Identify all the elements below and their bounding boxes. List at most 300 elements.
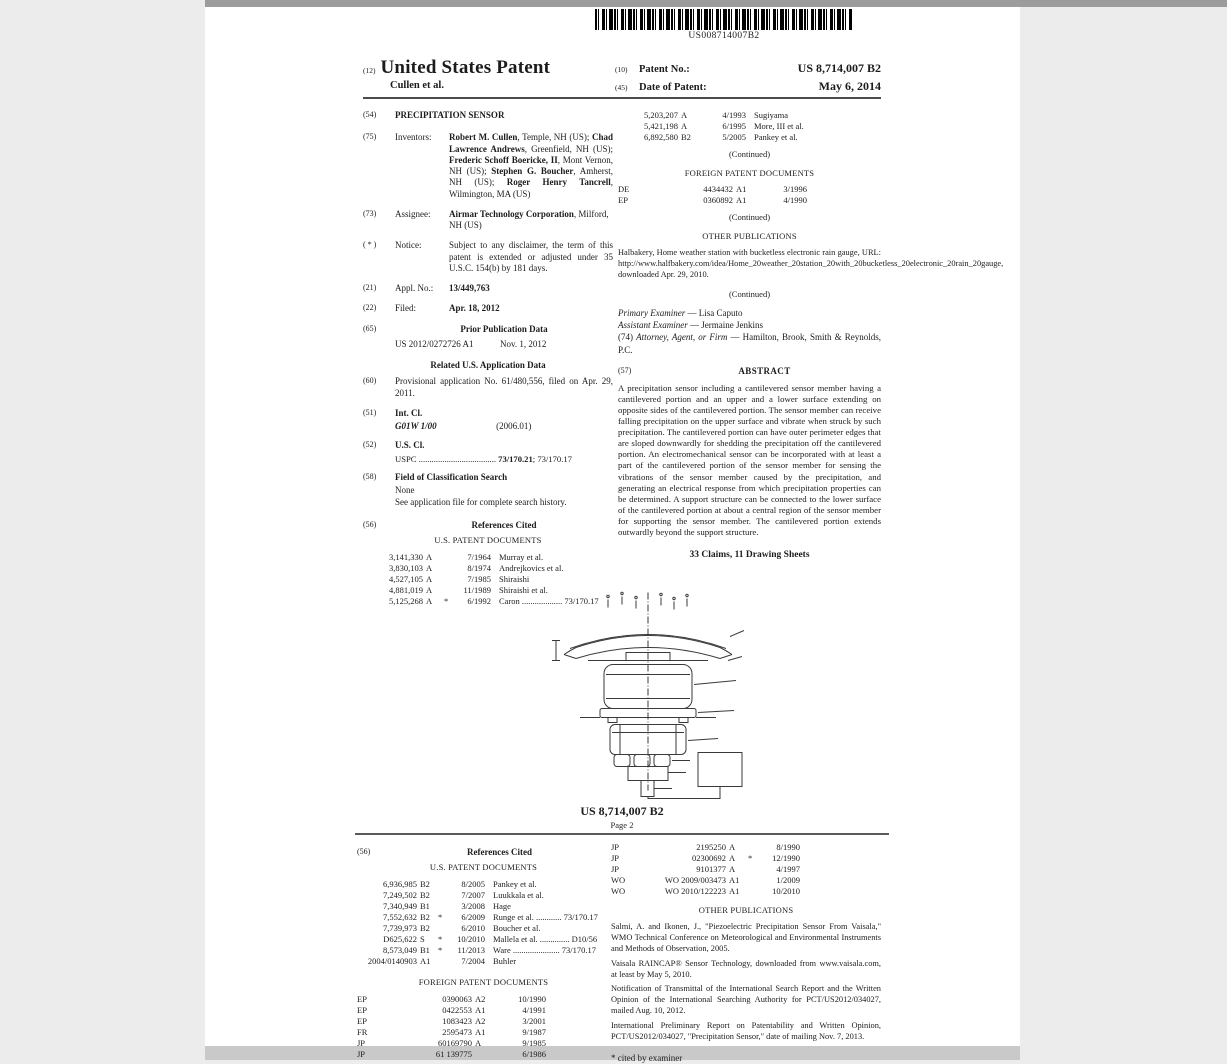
- ref-star: *: [444, 596, 449, 607]
- ref-name: Luukkala et al.: [493, 889, 544, 900]
- ref-kind: A: [426, 596, 433, 607]
- doc-kind: A1: [736, 195, 747, 206]
- page2-header-rule: [355, 833, 889, 835]
- ref-kind: B2: [681, 132, 691, 143]
- inventors-label: Inventors:: [395, 132, 432, 143]
- country-code: JP: [357, 1049, 366, 1060]
- ref-name: Murray et al.: [499, 551, 544, 562]
- ind-code-45: (45): [615, 83, 628, 92]
- prior-pub-date: Nov. 1, 2012: [500, 338, 547, 349]
- reference-row: [357, 923, 610, 934]
- ref-kind: A: [426, 585, 433, 595]
- country-code: EP: [357, 1015, 367, 1026]
- ref-number: 8,573,049: [383, 945, 417, 956]
- us-cl-tag: (52): [363, 440, 377, 450]
- ref-star: *: [438, 945, 443, 956]
- ref-date: 6/1992: [467, 596, 491, 607]
- other-pub-entry: Notification of Transmittal of the International Search Report and the Written Opinion of the International Searching Authority for PCT/US2012/034027, mailed Aug. 10, 2012.: [611, 984, 881, 1016]
- doc-number: 0390063: [442, 993, 472, 1004]
- ref-name: Runge et al. ............ 73/170.17: [493, 912, 598, 923]
- int-cl-field: [363, 408, 613, 419]
- doc-star: [748, 864, 755, 875]
- assignee-name: Airmar Technology Corporation: [449, 208, 574, 219]
- ref-star: [444, 552, 451, 563]
- viewer-top-band: [205, 0, 1227, 7]
- reference-row: [357, 934, 610, 945]
- references-heading: References Cited: [471, 519, 537, 530]
- patent-drawing: [530, 589, 770, 804]
- foreign-reference-row: [611, 864, 881, 875]
- ref-star: [699, 132, 706, 143]
- inventor-name: Chad Lawrence Andrews: [449, 132, 613, 154]
- ref-kind: B2: [420, 889, 430, 900]
- doc-date: 6/1986: [522, 1049, 546, 1060]
- doc-kind: A1: [736, 184, 747, 195]
- other-pub-entry: International Preliminary Report on Patentability and Written Opinion, PCT/US2012/034027, "Precipitation Sensor," date of mailing Nov. 7, 2013.: [611, 1021, 881, 1042]
- doc-kind: A: [729, 853, 736, 864]
- doc-number: 0360892: [703, 195, 733, 206]
- ref-date: 8/1974: [467, 562, 491, 573]
- patent-page: [205, 7, 1020, 1064]
- int-cl-year: (2006.01): [496, 421, 532, 431]
- reference-row: [618, 132, 881, 143]
- ref-date: 7/2004: [461, 956, 485, 967]
- header-left: [363, 57, 615, 97]
- us-cl-field: [363, 440, 613, 451]
- doc-star: *: [748, 853, 753, 864]
- appl-no-value: 13/449,763: [449, 283, 490, 293]
- prior-pub-line: [395, 339, 613, 350]
- foreign-reference-row: [611, 853, 881, 864]
- ref-number: 2004/0140903: [367, 956, 417, 967]
- inventors-field: [363, 132, 613, 200]
- related-text: Provisional application No. 61/480,556, filed on Apr. 29, 2011.: [395, 376, 613, 398]
- ref-date: 11/1989: [463, 585, 491, 595]
- field-search-field: [363, 472, 613, 483]
- ref-kind: A1: [420, 956, 431, 967]
- reference-row: [357, 901, 610, 912]
- uspc-label: USPC: [395, 453, 417, 464]
- ref-date: 4/1993: [722, 110, 746, 120]
- ref-date: 11/2013: [457, 945, 485, 956]
- country-code: DE: [618, 184, 630, 195]
- foreign-reference-row: [611, 875, 881, 886]
- ref-number: 3,141,330: [389, 551, 423, 562]
- primary-examiner-label: Primary Examiner: [618, 308, 686, 319]
- doc-kind: [475, 1049, 491, 1060]
- us-patent-docs-heading: U.S. PATENT DOCUMENTS: [434, 535, 542, 546]
- doc-number: 2595473: [442, 1027, 472, 1038]
- ref-number: 5,421,198: [644, 121, 678, 132]
- us-cl-label: U.S. Cl.: [395, 440, 425, 451]
- other-pub-entry: Salmi, A. and Ikonen, J., "Piezoelectric Precipitation Sensor From Vaisala," WMO Technical Conference on Meteorological and Environmental Instruments and Methods of Observation, 2005.: [611, 921, 881, 953]
- reference-row: [363, 574, 613, 585]
- reference-row: [357, 879, 610, 890]
- ref-date: 6/1995: [722, 121, 746, 132]
- ref-number: 4,881,019: [389, 585, 423, 595]
- ref-date: 7/1985: [467, 573, 491, 584]
- doc-number: 61 139775: [435, 1049, 472, 1060]
- ref-name: Mallela et al. .............. D10/56: [493, 934, 598, 945]
- page1-left-column: [363, 110, 613, 607]
- cited-by-examiner-note: * cited by examiner: [611, 1053, 683, 1064]
- country-code: JP: [611, 842, 620, 852]
- ref-name: Boucher et al.: [493, 923, 541, 934]
- p2-references-heading: References Cited: [466, 847, 533, 857]
- primary-examiner-name: — Lisa Caputo: [685, 308, 743, 319]
- foreign-reference-row: [618, 184, 881, 195]
- doc-star: [494, 1027, 501, 1038]
- country-code: JP: [611, 864, 620, 875]
- ref-date: 6/2010: [461, 923, 485, 934]
- ref-star: [444, 585, 451, 596]
- ref-number: 6,892,580: [644, 132, 678, 143]
- uspc-leader-dots: ....................................: [418, 453, 496, 464]
- attorney-line: [618, 331, 881, 355]
- country-code: EP: [618, 195, 628, 206]
- p2-us-docs-heading: U.S. PATENT DOCUMENTS: [429, 862, 538, 873]
- ref-kind: B2: [420, 923, 430, 934]
- assignee-label: Assignee:: [395, 208, 431, 219]
- doc-date: 9/1985: [522, 1038, 546, 1049]
- doc-number: WO 2009/003473: [664, 875, 726, 886]
- notice-field: [363, 240, 613, 274]
- ref-number: 7,552,632: [383, 912, 417, 923]
- doc-star: [755, 195, 762, 206]
- barcode-image: [595, 9, 853, 30]
- ref-number: 5,125,268: [389, 596, 423, 607]
- reference-row: [618, 110, 881, 121]
- ref-star: [438, 890, 445, 901]
- ref-number: D625,622: [383, 934, 417, 945]
- ref-number: 5,203,207: [644, 110, 678, 120]
- doc-date: 1/2009: [776, 875, 800, 886]
- doc-date: 4/1997: [776, 864, 800, 875]
- foreign-reference-row: [357, 1016, 610, 1027]
- p2-references-cited-field: [357, 847, 610, 858]
- foreign-reference-row: [611, 842, 881, 853]
- foreign-refs-list-p1: [618, 184, 881, 206]
- doc-number: 9101377: [696, 864, 726, 875]
- doc-kind: A2: [475, 993, 486, 1004]
- inventor-location: , Wilmington, MA (US): [449, 177, 613, 199]
- ref-kind: A: [681, 110, 688, 120]
- continued-note-3: (Continued): [728, 288, 771, 299]
- ref-name: Andrejkovics et al.: [499, 562, 564, 573]
- ref-name: More, III et al.: [754, 121, 804, 132]
- reference-row: [357, 890, 610, 901]
- doc-star: [748, 842, 755, 853]
- assignee-location: , Milford, NH (US): [449, 208, 609, 230]
- inventor-location: , Temple, NH (US);: [517, 132, 592, 143]
- doc-number: 02300692: [692, 853, 726, 864]
- ref-date: 6/2009: [461, 912, 485, 923]
- barcode-number: US008714007B2: [688, 31, 760, 41]
- doc-number: 2195250: [696, 842, 726, 852]
- assistant-examiner-line: [618, 319, 881, 331]
- p2-foreign-refs-right: [611, 842, 881, 897]
- other-pub-entry: Halbakery, Home weather station with bucketless electronic rain gauge, URL: http://www.halfbakery.com/idea/Home_20weather_20station_20with_20bucketless_20electronic_20rain_20gauge, downloaded Apr. 29, 2010.: [618, 247, 1004, 279]
- assignee-value: [449, 209, 613, 232]
- filed-date-value: Apr. 18, 2012: [449, 303, 500, 314]
- ref-star: [438, 956, 445, 967]
- page2-patent-number: US 8,714,007 B2: [580, 804, 664, 818]
- ref-name: Shiraishi: [499, 573, 530, 584]
- attorney-tag: (74): [618, 332, 633, 343]
- header-right: [615, 57, 881, 97]
- reference-row: [357, 945, 610, 956]
- ref-kind: B1: [420, 945, 430, 956]
- doc-date: 3/2001: [522, 1015, 546, 1026]
- page2-page-label: Page 2: [610, 820, 634, 830]
- ref-number: 4,527,105: [389, 573, 423, 584]
- doc-kind: A: [729, 842, 736, 852]
- doc-star: [494, 1038, 501, 1049]
- doc-date: 3/1996: [783, 184, 807, 195]
- ref-date: 8/2005: [461, 878, 485, 889]
- abstract-heading: ABSTRACT: [738, 365, 791, 376]
- doc-star: [494, 1016, 501, 1027]
- title-field: [363, 110, 613, 121]
- doc-date: 4/1991: [522, 1004, 546, 1015]
- uspc-secondary-class: ; 73/170.17: [532, 453, 572, 464]
- assignee-field: [363, 209, 613, 232]
- ref-name: Pankey et al.: [493, 878, 537, 889]
- p2-us-refs-list: [357, 879, 610, 967]
- attorney-label: Attorney, Agent, or Firm: [636, 332, 728, 343]
- ref-star: [438, 923, 445, 934]
- notice-tag: ( * ): [363, 240, 377, 250]
- doc-date: 9/1987: [522, 1027, 546, 1038]
- inventor-name: Roger Henry Tancrell: [506, 177, 611, 188]
- uspc-primary-class: 73/170.21: [498, 453, 533, 464]
- inventors-tag: (75): [363, 132, 377, 142]
- ref-star: *: [438, 912, 443, 923]
- doc-number: 4434432: [703, 184, 733, 195]
- notice-text: Subject to any disclaimer, the term of this patent is extended or adjusted under 35 U.S.C. 154(b) by 181 days.: [449, 240, 613, 273]
- reference-row: [357, 912, 610, 923]
- doc-kind: A1: [475, 1027, 486, 1038]
- int-cl-tag: (51): [363, 407, 377, 417]
- inventors-list: [449, 132, 613, 200]
- p2-references-tag: (56): [357, 847, 371, 856]
- doc-star: [494, 1049, 501, 1060]
- prior-pub-field: [363, 324, 613, 335]
- ref-number: 7,739,973: [383, 923, 417, 934]
- filed-field: [363, 303, 613, 314]
- foreign-reference-row: [357, 1027, 610, 1038]
- filed-label: Filed:: [395, 303, 417, 314]
- foreign-docs-heading-p1: FOREIGN PATENT DOCUMENTS: [684, 167, 815, 178]
- prior-pub-number: US 2012/0272726 A1: [395, 338, 474, 349]
- reference-row: [357, 956, 610, 967]
- document-type-title: United States Patent: [380, 57, 551, 78]
- ref-name: Hage: [493, 900, 511, 911]
- ref-star: [699, 110, 706, 121]
- ref-star: [699, 121, 706, 132]
- foreign-reference-row: [618, 195, 881, 206]
- ref-star: *: [438, 934, 443, 945]
- ref-date: 7/1964: [467, 551, 491, 562]
- inventor-name: Frederic Schoff Boericke, II: [449, 154, 558, 165]
- date-of-patent-value: May 6, 2014: [818, 79, 881, 93]
- ref-kind: A: [426, 551, 433, 562]
- page1-right-column: [618, 110, 1004, 562]
- references-tag: (56): [363, 519, 377, 529]
- inventor-location: , Greenfield, NH (US);: [524, 143, 614, 154]
- foreign-reference-row: [357, 1038, 610, 1049]
- assistant-examiner-label: Assistant Examiner: [618, 320, 688, 331]
- us-refs-continued-list: [618, 110, 881, 143]
- notice-label: Notice:: [395, 240, 422, 251]
- claims-drawing-sheets-line: 33 Claims, 11 Drawing Sheets: [689, 550, 810, 561]
- ref-kind: A: [426, 562, 433, 573]
- doc-kind: A1: [729, 875, 740, 886]
- ref-number: 7,249,502: [383, 889, 417, 900]
- doc-star: [755, 184, 762, 195]
- invention-title: PRECIPITATION SENSOR: [395, 110, 505, 120]
- field-search-none: None: [395, 485, 415, 496]
- appl-tag: (21): [363, 283, 377, 292]
- p2-other-pubs-list: [611, 922, 881, 1043]
- ref-name: Buhler: [493, 956, 517, 967]
- page2-header: [363, 804, 881, 830]
- first-inventor-line: Cullen et al.: [390, 80, 444, 91]
- inventor-location: , Mont Vernon, NH (US);: [449, 154, 613, 176]
- foreign-reference-row: [357, 1005, 610, 1016]
- field-search-note: See application file for complete search history.: [395, 496, 567, 507]
- p2-foreign-docs-heading: FOREIGN PATENT DOCUMENTS: [418, 977, 549, 988]
- precipitation-sensor-figure: [530, 589, 770, 804]
- foreign-reference-row: [357, 994, 610, 1005]
- country-code: FR: [357, 1027, 368, 1038]
- ref-star: [444, 563, 451, 574]
- doc-date: 4/1990: [783, 195, 807, 206]
- ref-date: 7/2007: [461, 889, 485, 900]
- ref-date: 10/2010: [457, 934, 485, 945]
- doc-number: 60169790: [438, 1038, 472, 1049]
- ref-kind: A: [681, 121, 688, 132]
- reference-row: [618, 121, 881, 132]
- ind-code-12: (12): [363, 66, 376, 75]
- prior-pub-heading: Prior Publication Data: [460, 323, 548, 334]
- doc-number: 0422553: [442, 1004, 472, 1015]
- doc-date: 10/2010: [772, 886, 800, 897]
- ref-star: [438, 879, 445, 890]
- primary-examiner-line: [618, 307, 881, 319]
- doc-star: [494, 1005, 501, 1016]
- field-search-tag: (58): [363, 472, 377, 482]
- doc-kind: A1: [729, 886, 740, 897]
- ref-date: 3/2008: [461, 900, 485, 911]
- doc-number: 1083423: [442, 1015, 472, 1026]
- field-search-label: Field of Classification Search: [395, 472, 508, 483]
- continued-note-2: (Continued): [728, 212, 771, 223]
- ref-name: Ware ...................... 73/170.17: [493, 945, 596, 956]
- appl-label: Appl. No.:: [395, 283, 434, 293]
- ref-kind: B1: [420, 900, 430, 911]
- doc-number: WO 2010/122223: [664, 886, 726, 897]
- ref-name: Shiraishi et al.: [499, 585, 548, 595]
- country-code: EP: [357, 993, 367, 1004]
- appl-no-field: [363, 283, 613, 294]
- references-cited-field: [363, 520, 613, 531]
- inventor-name: Robert M. Cullen: [449, 132, 518, 143]
- ref-name: Caron ................... 73/170.17: [499, 596, 599, 607]
- doc-date: 8/1990: [776, 842, 800, 852]
- doc-star: [494, 994, 501, 1005]
- ref-star: [444, 574, 451, 585]
- p2-other-pubs-heading: OTHER PUBLICATIONS: [698, 905, 794, 916]
- ref-number: 3,830,103: [389, 562, 423, 573]
- country-code: WO: [611, 875, 626, 886]
- ref-star: [438, 901, 445, 912]
- int-cl-code: G01W 1/00: [395, 421, 437, 431]
- p2-foreign-refs-left: [357, 994, 610, 1060]
- uspc-line: [395, 454, 613, 465]
- other-pubs-heading-p1: OTHER PUBLICATIONS: [702, 231, 797, 242]
- assignee-tag: (73): [363, 208, 377, 218]
- attorney-name: — Hamilton, Brook, Smith & Reynolds, P.C.: [618, 332, 881, 355]
- page2-left-column: [357, 847, 610, 1060]
- prior-pub-tag: (65): [363, 323, 377, 333]
- related-data-heading: Related U.S. Application Data: [430, 360, 546, 370]
- patent-header: [363, 57, 881, 97]
- barcode-block: [595, 9, 853, 41]
- related-tag: (60): [363, 376, 377, 386]
- other-pub-entry: Vaisala RAINCAP® Sensor Technology, downloaded from www.vaisala.com, at least by May 5, 2010.: [611, 958, 881, 979]
- inventor-name: Stephen G. Boucher: [491, 166, 574, 176]
- doc-kind: A: [729, 864, 736, 875]
- country-code: JP: [357, 1038, 366, 1049]
- ref-name: Pankey et al.: [754, 132, 798, 143]
- ref-number: 6,936,985: [383, 878, 417, 889]
- ref-kind: A: [426, 573, 433, 584]
- ref-kind: B2: [420, 912, 430, 923]
- doc-star: [748, 875, 755, 886]
- title-tag: (54): [363, 110, 377, 119]
- patent-no-value: US 8,714,007 B2: [797, 61, 881, 75]
- doc-kind: A: [475, 1038, 482, 1049]
- page2-right-column: [611, 842, 881, 1064]
- patent-no-label: Patent No.:: [639, 64, 690, 75]
- assistant-examiner-name: — Jermaine Jenkins: [687, 320, 763, 331]
- reference-row: [363, 563, 613, 574]
- continued-note-1: (Continued): [728, 149, 771, 160]
- ref-kind: B2: [420, 878, 430, 889]
- filed-tag: (22): [363, 303, 377, 313]
- abstract-heading-row: [618, 366, 881, 377]
- abstract-tag: (57): [618, 365, 632, 375]
- ref-date: 5/2005: [722, 132, 746, 143]
- ref-kind: S: [420, 934, 425, 945]
- country-code: JP: [611, 853, 620, 864]
- doc-kind: A2: [475, 1015, 486, 1026]
- date-of-patent-label: Date of Patent:: [639, 82, 707, 93]
- related-data-field: [363, 376, 613, 399]
- country-code: EP: [357, 1004, 367, 1015]
- ref-name: Sugiyama: [754, 110, 788, 120]
- doc-star: [748, 886, 755, 897]
- foreign-reference-row: [357, 1049, 610, 1060]
- header-rule: [363, 97, 881, 99]
- doc-kind: A1: [475, 1004, 486, 1015]
- ind-code-10: (10): [615, 65, 628, 74]
- reference-row: [363, 552, 613, 563]
- int-cl-label: Int. Cl.: [395, 407, 423, 418]
- country-code: WO: [611, 886, 626, 897]
- doc-date: 10/1990: [518, 993, 546, 1004]
